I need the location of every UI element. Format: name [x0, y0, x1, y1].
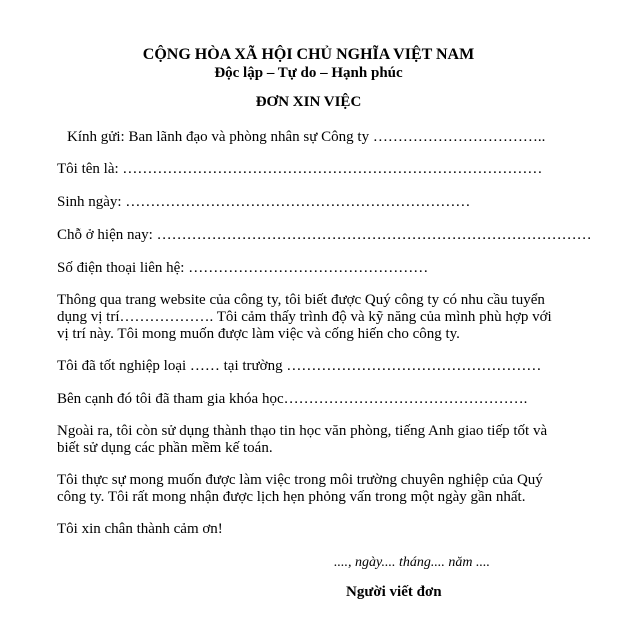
- name-field-line: Tôi tên là: …………………………………………………………………………: [57, 161, 543, 177]
- closing-paragraph-line: Tôi thực sự mong muốn được làm việc trong môi trường chuyên nghiệp của Quý: [57, 472, 543, 488]
- date-line: ...., ngày.... tháng.... năm ....: [334, 555, 490, 570]
- signer-label: Người viết đơn: [346, 584, 442, 600]
- dob-field-line: Sinh ngày: ……………………………………………………………: [57, 194, 471, 210]
- address-field-line: Chỗ ở hiện nay: ……………………………………………………………………………: [57, 227, 592, 243]
- skills-paragraph-line: biết sử dụng các phần mềm kế toán.: [57, 440, 273, 456]
- thanks-line: Tôi xin chân thành cảm ơn!: [57, 521, 223, 537]
- country-heading: CỘNG HÒA XÃ HỘI CHỦ NGHĨA VIỆT NAM: [142, 46, 475, 63]
- closing-paragraph-line: công ty. Tôi rất mong nhận được lịch hẹn phỏng vấn trong một ngày gần nhất.: [57, 489, 526, 505]
- document-title: ĐƠN XIN VIỆC: [255, 94, 362, 110]
- intro-paragraph-line: vị trí này. Tôi mong muốn được làm việc và cống hiến cho công ty.: [57, 326, 460, 342]
- skills-paragraph-line: Ngoài ra, tôi còn sử dụng thành thạo tin học văn phòng, tiếng Anh giao tiếp tốt và: [57, 423, 548, 439]
- graduate-field-line: Tôi đã tốt nghiệp loại …… tại trường ……………………………………………: [57, 358, 542, 374]
- phone-field-line: Số điện thoại liên hệ: …………………………………………: [57, 260, 429, 276]
- motto-heading: Độc lập – Tự do – Hạnh phúc: [214, 65, 403, 81]
- intro-paragraph-line: Thông qua trang website của công ty, tôi biết được Quý công ty có nhu cầu tuyển: [57, 292, 545, 308]
- recipient-line: Kính gửi: Ban lãnh đạo và phòng nhân sự Công ty ……………………………..: [67, 129, 546, 145]
- courses-field-line: Bên cạnh đó tôi đã tham gia khóa học………………………………………….: [57, 391, 528, 407]
- intro-paragraph-line: dụng vị trí………………. Tôi cảm thấy trình độ và kỹ năng của mình phù hợp với: [57, 309, 552, 325]
